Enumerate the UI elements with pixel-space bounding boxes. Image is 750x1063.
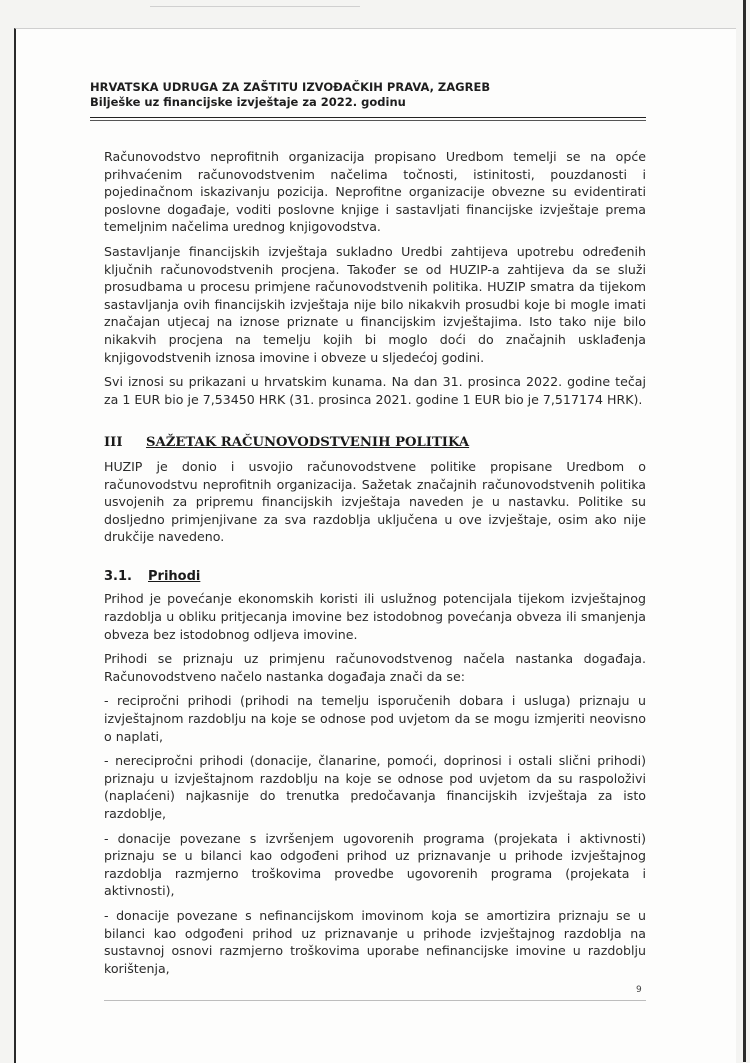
subsection-title: Prihodi [148, 568, 201, 584]
list-item-reciprocal: - recipročni prihodi (prihodi na temelju isporučenih dobara i usluga) priznaju u izvještajnom razdoblju na koje se odnose pod uvjetom da se mogu izmjeriti neovisno o naplati, [104, 693, 646, 744]
footer-rule [104, 1000, 646, 1001]
document-header [90, 80, 650, 110]
subsection-paragraph-2: Prihodi se priznaju uz primjenu računovodstvenog načela nastanka događaja. Računovodstveno načelo nastanka događaja znači da se: [104, 651, 646, 684]
list-item-asset-donations: - donacije povezane s nefinancijskom imovinom koja se amortizira priznaju se u bilanci kao odgođeni prihod uz priznavanje u prihode izvještajnog razdoblja na sustavnoj osnovi razmjerno troškovima uporabe nefinancijske imovine u razdoblju korištenja, [104, 907, 646, 976]
intro-paragraph-3: Svi iznosi su prikazani u hrvatskim kunama. Na dan 31. prosinca 2022. godine tečaj za 1 EUR bio je 7,53450 HRK (31. prosinca 2021. godine 1 EUR bio je 7,517174 HRK). [104, 374, 646, 407]
intro-paragraph-1: Računovodstvo neprofitnih organizacija propisano Uredbom temelji se na opće prihvaćenim računovodstvenim načelima točnosti, istinitosti, pouzdanosti i pojedinačnom iskazivanju pozicija. Neprofitne organizacije obvezne su evidentirati poslovne događaje, voditi poslovne knjige i sastavljati financijske izvještaje prema temeljnim načelima urednog knjigovodstva. [104, 149, 646, 235]
scan-top-mark [150, 6, 360, 7]
list-item-non-reciprocal: - nerecipročni prihodi (donacije, članarine, pomoći, doprinosi i ostali slični prihodi) priznaju u izvještajnom razdoblju na koje se odnose pod uvjetom da su raspoloživi (naplaćeni) najkasnije do trenutka predočavanja financijskih izvještaja za isto razdoblje, [104, 753, 646, 821]
intro-paragraph-2: Sastavljanje financijskih izvještaja sukladno Uredbi zahtijeva upotrebu određenih ključnih računovodstvenih procjena. Također se od HUZIP-a zahtijeva da se služi prosudbama u procesu primjene računovodstvenih politika. HUZIP smatra da tijekom sastavljanja ovih financijskih izvještaja nije bilo nikakvih prosudbi koje bi mogle imati značajan utjecaj na iznose priznate u financijskim izvještajima. Isto tako nije bilo nikakvih procjena na temelju kojih bi moglo doći do značajnih usklađenja knjigovodstvenih iznosa imovine i obveze u sljedećoj godini. [104, 243, 646, 365]
subsection-number: 3.1. [104, 568, 132, 584]
section-heading [104, 434, 646, 452]
header-subtitle: Bilješke uz financijske izvještaje za 2022. godinu [90, 95, 406, 109]
subsection-heading [104, 568, 646, 586]
subsection-paragraph-1: Prihod je povećanje ekonomskih koristi ili uslužnog potencijala tijekom izvještajnog razdoblja u obliku pritjecanja imovine bez istodobnog povećanja obveza ili smanjenja obveza bez istodobnog odljeva imovine. [104, 591, 646, 642]
section-paragraph: HUZIP je donio i usvojio računovodstvene politike propisane Uredbom o računovodstvu neprofitnih organizacija. Sažetak značajnih računovodstvenih politika usvojenih za pripremu financijskih izvještaja naveden je u nastavku. Politike su dosljedno primjenjivane za sva razdoblja uključena u ove izvještaje, osim ako nije drukčije navedeno. [104, 458, 646, 545]
header-organization: HRVATSKA UDRUGA ZA ZAŠTITU IZVOĐAČKIH PRAVA, ZAGREB [90, 80, 491, 94]
header-rule [90, 117, 646, 121]
section-title: SAŽETAK RAČUNOVODSTVENIH POLITIKA [146, 435, 470, 451]
document-body [104, 148, 646, 984]
scan-right-edge [743, 0, 746, 1062]
list-item-program-donations: - donacije povezane s izvršenjem ugovorenih programa (projekata i aktivnosti) priznaju se u bilanci kao odgođeni prihod uz priznavanje u prihode izvještajnog razdoblja razmjerno troškovima provedbe ugovorenih programa (projekata i aktivnosti), [104, 830, 646, 899]
section-number: III [104, 435, 123, 451]
page-number: 9 [636, 985, 642, 995]
